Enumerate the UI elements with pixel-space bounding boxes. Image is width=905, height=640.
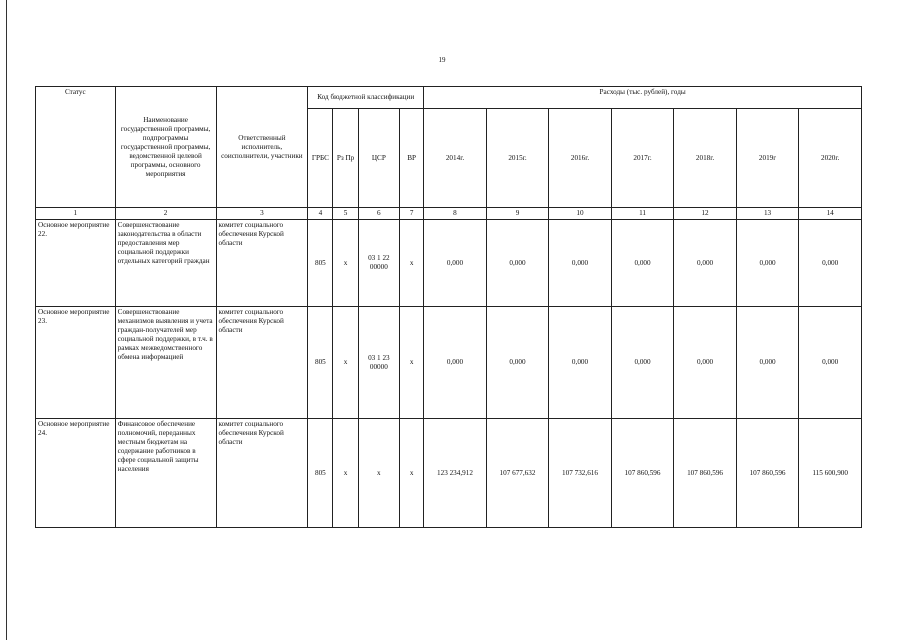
row-value: 0,000 — [736, 220, 799, 307]
header-year: 2018г. — [674, 109, 737, 208]
row-value: 0,000 — [486, 220, 549, 307]
column-number: 4 — [308, 208, 333, 220]
row-responsible: комитет социального обеспечения Курской области — [216, 220, 308, 307]
row-status: Основное мероприятие 22. — [36, 220, 116, 307]
row-value: 0,000 — [674, 220, 737, 307]
table-body — [36, 87, 862, 528]
column-number: 9 — [486, 208, 549, 220]
row-name: Совершенствование механизмов выявления и учета граждан-получателей мер социальной поддержки, в т.ч. в рамках межведомственного обмена информацией — [115, 307, 216, 419]
row-value: 0,000 — [424, 307, 487, 419]
row-value: 0,000 — [799, 307, 862, 419]
table-row — [36, 220, 862, 307]
column-number: 14 — [799, 208, 862, 220]
row-csr: х — [358, 419, 399, 528]
header-year: 2020г. — [799, 109, 862, 208]
column-number: 13 — [736, 208, 799, 220]
header-year: 2014г. — [424, 109, 487, 208]
header-rzpr: Рз Пр — [333, 109, 358, 208]
row-value: 0,000 — [486, 307, 549, 419]
header-csr: ЦСР — [358, 109, 399, 208]
row-csr: 03 1 23 00000 — [358, 307, 399, 419]
row-rzpr: х — [333, 419, 358, 528]
row-grbs: 805 — [308, 419, 333, 528]
header-name: Наименование государственной программы, подпрограммы государственной программы, ведомственной целевой программы, основного мероприятия — [115, 87, 216, 208]
column-number: 10 — [549, 208, 612, 220]
header-status: Статус — [36, 87, 116, 208]
header-year: 2015г. — [486, 109, 549, 208]
table-row — [36, 419, 862, 528]
row-value: 0,000 — [611, 307, 674, 419]
row-value: 107 860,596 — [611, 419, 674, 528]
column-number: 6 — [358, 208, 399, 220]
row-value: 0,000 — [424, 220, 487, 307]
row-value: 0,000 — [799, 220, 862, 307]
header-year: 2019г — [736, 109, 799, 208]
header-grbs: ГРБС — [308, 109, 333, 208]
table-row — [36, 307, 862, 419]
column-number-row — [36, 208, 862, 220]
row-value: 0,000 — [674, 307, 737, 419]
row-vr: х — [400, 307, 424, 419]
row-value: 115 600,900 — [799, 419, 862, 528]
page-number: 19 — [438, 56, 446, 64]
row-responsible: комитет социального обеспечения Курской области — [216, 419, 308, 528]
column-number: 7 — [400, 208, 424, 220]
row-value: 0,000 — [549, 307, 612, 419]
column-number: 8 — [424, 208, 487, 220]
column-number: 2 — [115, 208, 216, 220]
row-value: 123 234,912 — [424, 419, 487, 528]
row-rzpr: х — [333, 220, 358, 307]
row-csr: 03 1 22 00000 — [358, 220, 399, 307]
row-vr: х — [400, 220, 424, 307]
row-value: 0,000 — [549, 220, 612, 307]
row-value: 107 732,616 — [549, 419, 612, 528]
row-rzpr: х — [333, 307, 358, 419]
header-expenses: Расходы (тыс. рублей), годы — [424, 87, 862, 109]
header-responsible: Ответственный исполнитель, соисполнители, участники — [216, 87, 308, 208]
row-grbs: 805 — [308, 220, 333, 307]
budget-table — [35, 86, 862, 528]
column-number: 5 — [333, 208, 358, 220]
row-value: 107 677,632 — [486, 419, 549, 528]
row-status: Основное мероприятие 24. — [36, 419, 116, 528]
row-status: Основное мероприятие 23. — [36, 307, 116, 419]
column-number: 3 — [216, 208, 308, 220]
column-number: 11 — [611, 208, 674, 220]
row-value: 107 860,596 — [674, 419, 737, 528]
row-name: Финансовое обеспечение полномочий, переданных местным бюджетам на содержание работников в сфере социальной защиты населения — [115, 419, 216, 528]
header-row-1 — [36, 87, 862, 109]
row-vr: х — [400, 419, 424, 528]
row-value: 0,000 — [736, 307, 799, 419]
header-budget-code: Код бюджетной классификации — [308, 87, 424, 109]
row-value: 107 860,596 — [736, 419, 799, 528]
row-value: 0,000 — [611, 220, 674, 307]
row-name: Совершенствование законодательства в области предоставления мер социальной поддержки отдельных категорий граждан — [115, 220, 216, 307]
row-grbs: 805 — [308, 307, 333, 419]
column-number: 12 — [674, 208, 737, 220]
row-responsible: комитет социального обеспечения Курской области — [216, 307, 308, 419]
header-year: 2016г. — [549, 109, 612, 208]
column-number: 1 — [36, 208, 116, 220]
header-year: 2017г. — [611, 109, 674, 208]
scan-left-edge — [6, 0, 7, 640]
header-vr: ВР — [400, 109, 424, 208]
